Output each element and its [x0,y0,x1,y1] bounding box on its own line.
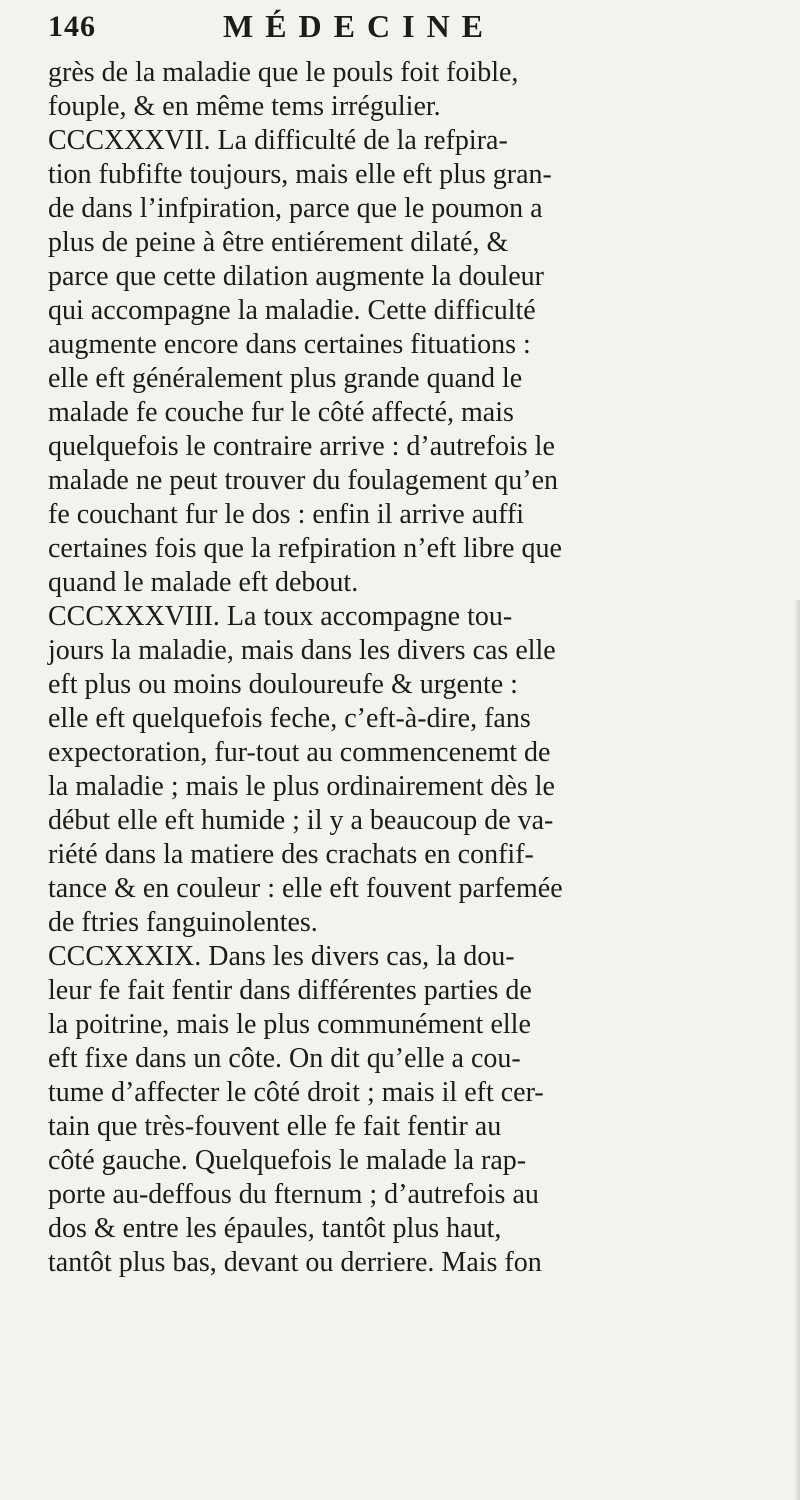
running-header [48,8,782,52]
text-line: dos & entre les épaules, tantôt plus haut, [48,1213,502,1244]
text-line: de ftries fanguinolentes. [48,907,318,938]
body-text [48,56,782,1280]
text-line: malade ne peut trouver du foulagement qu’en [48,465,559,496]
text-line: eft fixe dans un côte. On dit qu’elle a cou- [48,1043,521,1074]
text-line: la poitrine, mais le plus communément elle [48,1009,531,1040]
text-line: début elle eft humide ; il y a beaucoup de va- [48,805,554,836]
text-line: fe couchant fur le dos : enfin il arrive auffi [48,499,525,530]
text-line: côté gauche. Quelquefois le malade la rap- [48,1145,527,1176]
text-line: expectoration, fur-tout au commencenemt de [48,737,551,768]
text-line: tantôt plus bas, devant ou derriere. Mais fon [48,1247,542,1278]
text-line: jours la maladie, mais dans les divers cas elle [48,635,556,666]
text-line: CCCXXXIX. Dans les divers cas, la dou- [48,941,515,972]
running-title: MÉDECINE [223,8,496,44]
text-line: quelquefois le contraire arrive : d’autrefois le [48,431,555,462]
text-line: grès de la maladie que le pouls foit foible, [48,57,519,88]
text-line: quand le malade eft debout. [48,567,359,598]
text-line: leur fe fait fentir dans différentes parties de [48,975,532,1006]
text-line: augmente encore dans certaines fituations : [48,329,531,360]
text-line: elle eft quelquefois feche, c’eft-à-dire, fans [48,703,531,734]
text-line: CCCXXXVIII. La toux accompagne tou- [48,601,513,632]
text-line: tance & en couleur : elle eft fouvent parfemée [48,873,563,904]
page-number: 146 [48,10,96,43]
text-line: certaines fois que la refpiration n’eft libre que [48,533,562,564]
page-edge-shadow [794,600,800,1500]
text-line: malade fe couche fur le côté affecté, mais [48,397,514,428]
text-line: fouple, & en même tems irrégulier. [48,91,441,122]
text-line: CCCXXXVII. La difficulté de la refpira- [48,125,508,156]
text-line: eft plus ou moins douloureufe & urgente : [48,669,518,700]
text-line: plus de peine à être entiérement dilaté, & [48,227,509,258]
text-line: tain que très-fouvent elle fe fait fentir au [48,1111,502,1142]
text-line: parce que cette dilation augmente la douleur [48,261,545,292]
text-line: de dans l’infpiration, parce que le poumon a [48,193,543,224]
text-line: elle eft généralement plus grande quand le [48,363,523,394]
text-line: riété dans la matiere des crachats en confif- [48,839,534,870]
text-line: porte au-deffous du fternum ; d’autrefois au [48,1179,539,1210]
text-line: tume d’affecter le côté droit ; mais il eft cer- [48,1077,544,1108]
text-line: qui accompagne la maladie. Cette difficulté [48,295,536,326]
text-line: tion fubfifte toujours, mais elle eft plus gran- [48,159,552,190]
text-line: la maladie ; mais le plus ordinairement dès le [48,771,555,802]
